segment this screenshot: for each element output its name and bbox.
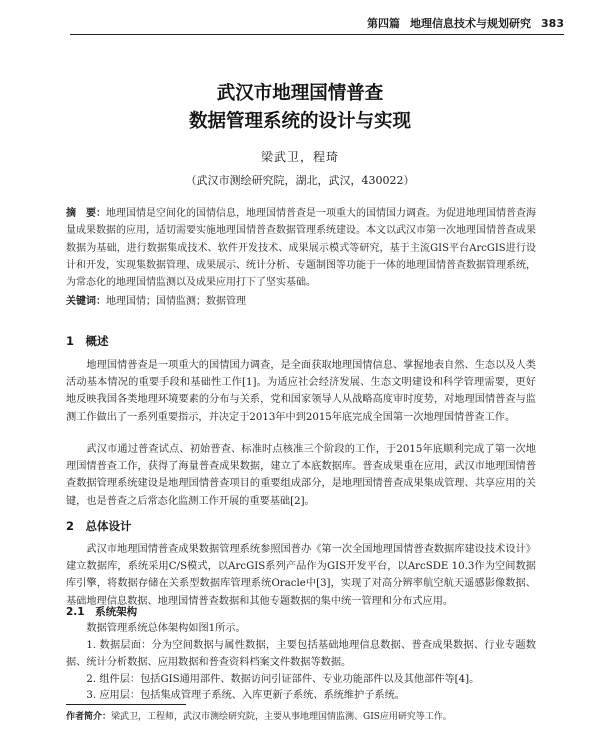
- subsection-2-1-heading: 2.1 系统架构: [66, 606, 138, 618]
- section-2-heading: 2 总体设计: [66, 519, 132, 533]
- section-1-paragraph-2: 武汉市通过普查试点、初始普查、标准时点核准三个阶段的工作，于2015年底顺利完成了第一次地理国情普查工作，获得了海量普查成果数据，建立了本底数据库。普查成果重在应用，武汉市地理国情普查数据管理系统建设是地理国情普查项目的重要组成部分，是地理国情普查成果集成管理、共享应用的关键，也是普查之后常态化监测工作开展的重要基础[2]。: [66, 444, 536, 507]
- section-2-paragraph-1: 武汉市地理国情普查成果数据管理系统参照国普办《第一次全国地理国情普查数据库建设技术设计》建立数据库，系统采用C/S模式，以ArcGIS系列产品作为GIS开发平台，以ArcSDE 10.3作为空间数据库引擎，将数据存储在关系型数据库管理系统Oracle中[3]，实现了对高分辨率航空航天遥感影像数据、基础地理信息数据、地理国情普查数据和其他专题数据的集中统一管理和分布式应用。: [66, 544, 536, 607]
- abstract-label: 摘 要：: [66, 208, 106, 219]
- section-1-heading: 1 概述: [66, 334, 109, 348]
- abstract-text: 地理国情是空间化的国情信息，地理国情普查是一项重大的国情国力调查。为促进地理国情普查海量成果数据的应用，适切需要实施地理国情普查数据管理系统建设。本文以武汉市第一次地理国情普查成果数据为基础，进行数据集成技术、软件开发技术、成果展示模式等研究，基于主流GIS平台ArcGIS进行设计和开发，实现集数据管理、成果展示、统计分析、专题制图等功能于一体的地理国情普查数据管理系统，为常态化的地理国情监测以及成果应用打下了坚实基础。: [66, 208, 536, 289]
- abstract: [66, 205, 536, 291]
- list-item: 1. 数据层面：分为空间数据与属性数据，主要包括基础地理信息数据、普查成果数据、行业专题数据、统计分析数据、应用数据和普查资料档案文件数据等数据。: [66, 640, 536, 669]
- section-1-paragraph-1: 地理国情普查是一项重大的国情国力调查，是全面获取地理国情信息、掌握地表自然、生态以及人类活动基本情况的重要手段和基础性工作[1]。为适应社会经济发展、生态文明建设和科学管理需要，更好地反映我国各类地理环境要素的分布与关系，党和国家领导人从战略高度审时度势，对地理国情普查与监测工作做出了一系列重要指示，并决定于2013年中到2015年底完成全国第一次地理国情普查工作。: [66, 360, 536, 423]
- footnote-label: 作者简介：: [66, 712, 112, 722]
- list-item: 3. 应用层：包括集成管理子系统、入库更新子系统、系统维护子系统。: [86, 690, 405, 701]
- header-section: 地理信息技术与规划研究: [410, 17, 532, 30]
- keywords-label: 关键词：: [66, 296, 106, 307]
- author-footnote: [66, 709, 546, 722]
- keywords: [66, 292, 536, 307]
- section-2-paragraph-2: 数据管理系统总体架构如图1所示。: [86, 623, 246, 634]
- title-line-1: 武汉市地理国情普查: [216, 83, 384, 104]
- paper-title: [0, 80, 600, 136]
- header-chapter: 第四篇: [367, 17, 401, 30]
- keywords-text: 地理国情；国情监测；数据管理: [106, 296, 246, 307]
- list-item: 2. 组件层：包括GIS通用部件、数据访问引证部件、专业功能部件以及其他部件等[4]。: [86, 674, 480, 685]
- authors: 梁武卫，程琦: [260, 150, 339, 164]
- footnote-text: 梁武卫，工程师，武汉市测绘研究院，主要从事地理国情监测、GIS应用研究等工作。: [111, 712, 452, 722]
- affiliation: （武汉市测绘研究院，湖北，武汉，430022）: [185, 174, 415, 187]
- footnote-divider: [66, 704, 186, 705]
- title-line-2: 数据管理系统的设计与实现: [188, 111, 411, 132]
- header-page-number: 383: [541, 16, 564, 30]
- running-header: [70, 12, 564, 35]
